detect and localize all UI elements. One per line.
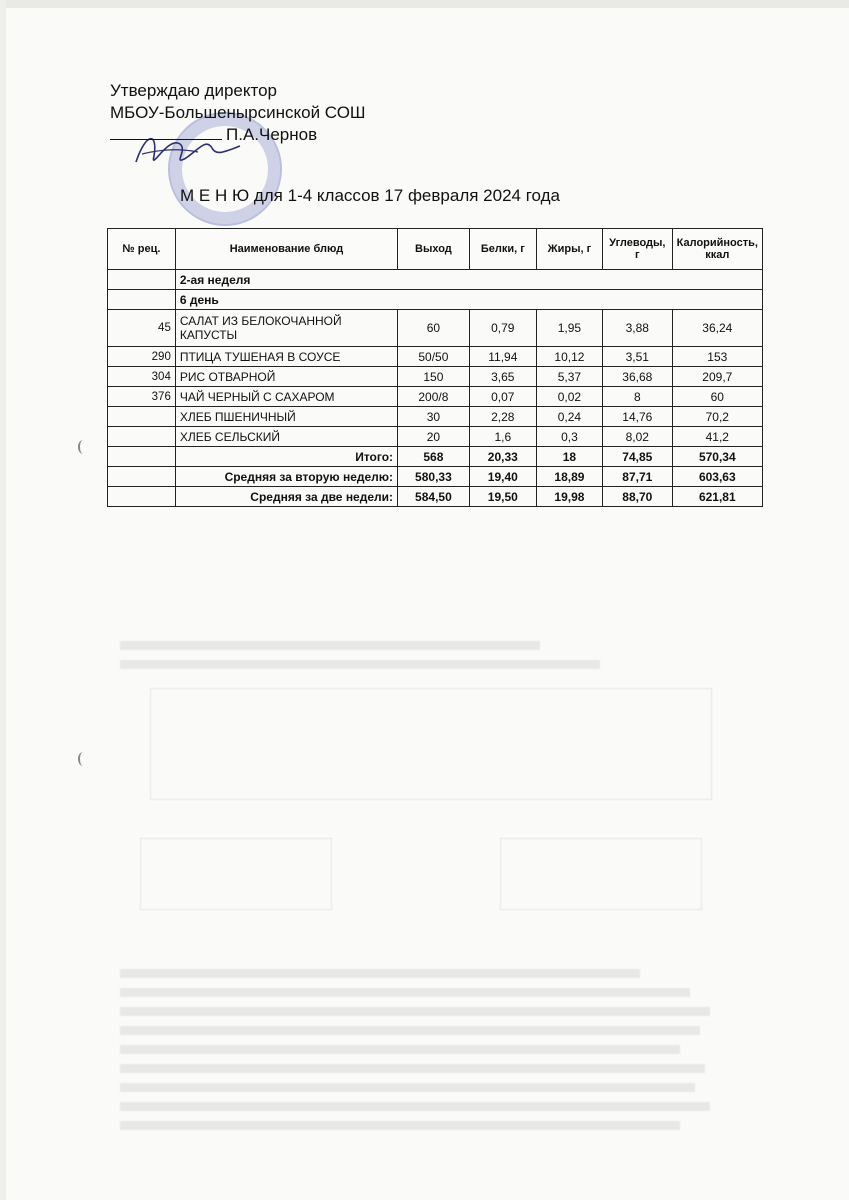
scan-edge: [0, 0, 849, 8]
total-row: [108, 447, 763, 467]
empty-cell: [108, 270, 176, 290]
carbs-cell: 3,51: [603, 347, 673, 367]
carbs-cell: 87,71: [603, 467, 673, 487]
kcal-cell: 36,24: [672, 310, 762, 347]
kcal-cell: 209,7: [672, 367, 762, 387]
column-header: Углеводы, г: [603, 229, 673, 270]
recipe-number: [108, 407, 176, 427]
output-cell: 584,50: [398, 487, 470, 507]
dish-name: РИС ОТВАРНОЙ: [175, 367, 397, 387]
kcal-cell: 41,2: [672, 427, 762, 447]
table-header-row: [108, 229, 763, 270]
protein-cell: 20,33: [469, 447, 536, 467]
fat-cell: 0,3: [536, 427, 602, 447]
output-cell: 30: [398, 407, 470, 427]
week-average-label: Средняя за вторую неделю:: [175, 467, 397, 487]
punch-hole-mark: [78, 440, 88, 454]
total-label: Итого:: [175, 447, 397, 467]
bleed-through-texture: [120, 520, 720, 1140]
column-header: Наименование блюд: [175, 229, 397, 270]
fat-cell: 5,37: [536, 367, 602, 387]
table-row: [108, 387, 763, 407]
table-row: [108, 367, 763, 387]
column-header: № рец.: [108, 229, 176, 270]
output-cell: 200/8: [398, 387, 470, 407]
protein-cell: 19,40: [469, 467, 536, 487]
two-week-average-row: [108, 487, 763, 507]
output-cell: 580,33: [398, 467, 470, 487]
dish-name: САЛАТ ИЗ БЕЛОКОЧАННОЙ КАПУСТЫ: [175, 310, 397, 347]
fat-cell: 18,89: [536, 467, 602, 487]
fat-cell: 18: [536, 447, 602, 467]
empty-cell: [108, 290, 176, 310]
week-label: 2-ая неделя: [175, 270, 762, 290]
recipe-number: [108, 427, 176, 447]
kcal-cell: 70,2: [672, 407, 762, 427]
approval-title: Утверждаю директор: [110, 81, 278, 100]
kcal-cell: 603,63: [672, 467, 762, 487]
dish-name: ЧАЙ ЧЕРНЫЙ С САХАРОМ: [175, 387, 397, 407]
table-row: [108, 427, 763, 447]
table-row: [108, 407, 763, 427]
day-label: 6 день: [175, 290, 762, 310]
day-label-row: [108, 290, 763, 310]
recipe-number: 304: [108, 367, 176, 387]
fat-cell: 0,24: [536, 407, 602, 427]
page-title: М Е Н Ю для 1-4 классов 17 февраля 2024 года: [180, 186, 560, 205]
scan-edge: [0, 0, 6, 1200]
signature-line: [110, 125, 222, 140]
fat-cell: 1,95: [536, 310, 602, 347]
dish-name: ПТИЦА ТУШЕНАЯ В СОУСЕ: [175, 347, 397, 367]
fat-cell: 0,02: [536, 387, 602, 407]
school-name: МБОУ-Большенырсинской СОШ: [110, 103, 366, 122]
carbs-cell: 74,85: [603, 447, 673, 467]
fat-cell: 10,12: [536, 347, 602, 367]
carbs-cell: 3,88: [603, 310, 673, 347]
dish-name: ХЛЕБ ПШЕНИЧНЫЙ: [175, 407, 397, 427]
protein-cell: 19,50: [469, 487, 536, 507]
output-cell: 50/50: [398, 347, 470, 367]
empty-cell: [108, 487, 176, 507]
kcal-cell: 153: [672, 347, 762, 367]
column-header: Жиры, г: [536, 229, 602, 270]
kcal-cell: 60: [672, 387, 762, 407]
carbs-cell: 8: [603, 387, 673, 407]
recipe-number: 376: [108, 387, 176, 407]
two-week-average-label: Средняя за две недели:: [175, 487, 397, 507]
protein-cell: 1,6: [469, 427, 536, 447]
output-cell: 20: [398, 427, 470, 447]
empty-cell: [108, 467, 176, 487]
punch-hole-mark: [78, 752, 88, 766]
menu-table: [107, 228, 763, 507]
column-header: Калорийность, ккал: [672, 229, 762, 270]
dish-name: ХЛЕБ СЕЛЬСКИЙ: [175, 427, 397, 447]
week-label-row: [108, 270, 763, 290]
protein-cell: 0,07: [469, 387, 536, 407]
column-header: Выход: [398, 229, 470, 270]
column-header: Белки, г: [469, 229, 536, 270]
protein-cell: 3,65: [469, 367, 536, 387]
kcal-cell: 621,81: [672, 487, 762, 507]
recipe-number: 290: [108, 347, 176, 367]
carbs-cell: 88,70: [603, 487, 673, 507]
table-row: [108, 347, 763, 367]
signer-name: П.А.Чернов: [226, 125, 318, 144]
signer-line: [110, 124, 366, 146]
kcal-cell: 570,34: [672, 447, 762, 467]
approval-block: [110, 80, 366, 146]
carbs-cell: 14,76: [603, 407, 673, 427]
fat-cell: 19,98: [536, 487, 602, 507]
output-cell: 568: [398, 447, 470, 467]
output-cell: 60: [398, 310, 470, 347]
recipe-number: 45: [108, 310, 176, 347]
table-row: [108, 310, 763, 347]
carbs-cell: 8,02: [603, 427, 673, 447]
carbs-cell: 36,68: [603, 367, 673, 387]
protein-cell: 0,79: [469, 310, 536, 347]
empty-cell: [108, 447, 176, 467]
week-average-row: [108, 467, 763, 487]
output-cell: 150: [398, 367, 470, 387]
protein-cell: 2,28: [469, 407, 536, 427]
protein-cell: 11,94: [469, 347, 536, 367]
